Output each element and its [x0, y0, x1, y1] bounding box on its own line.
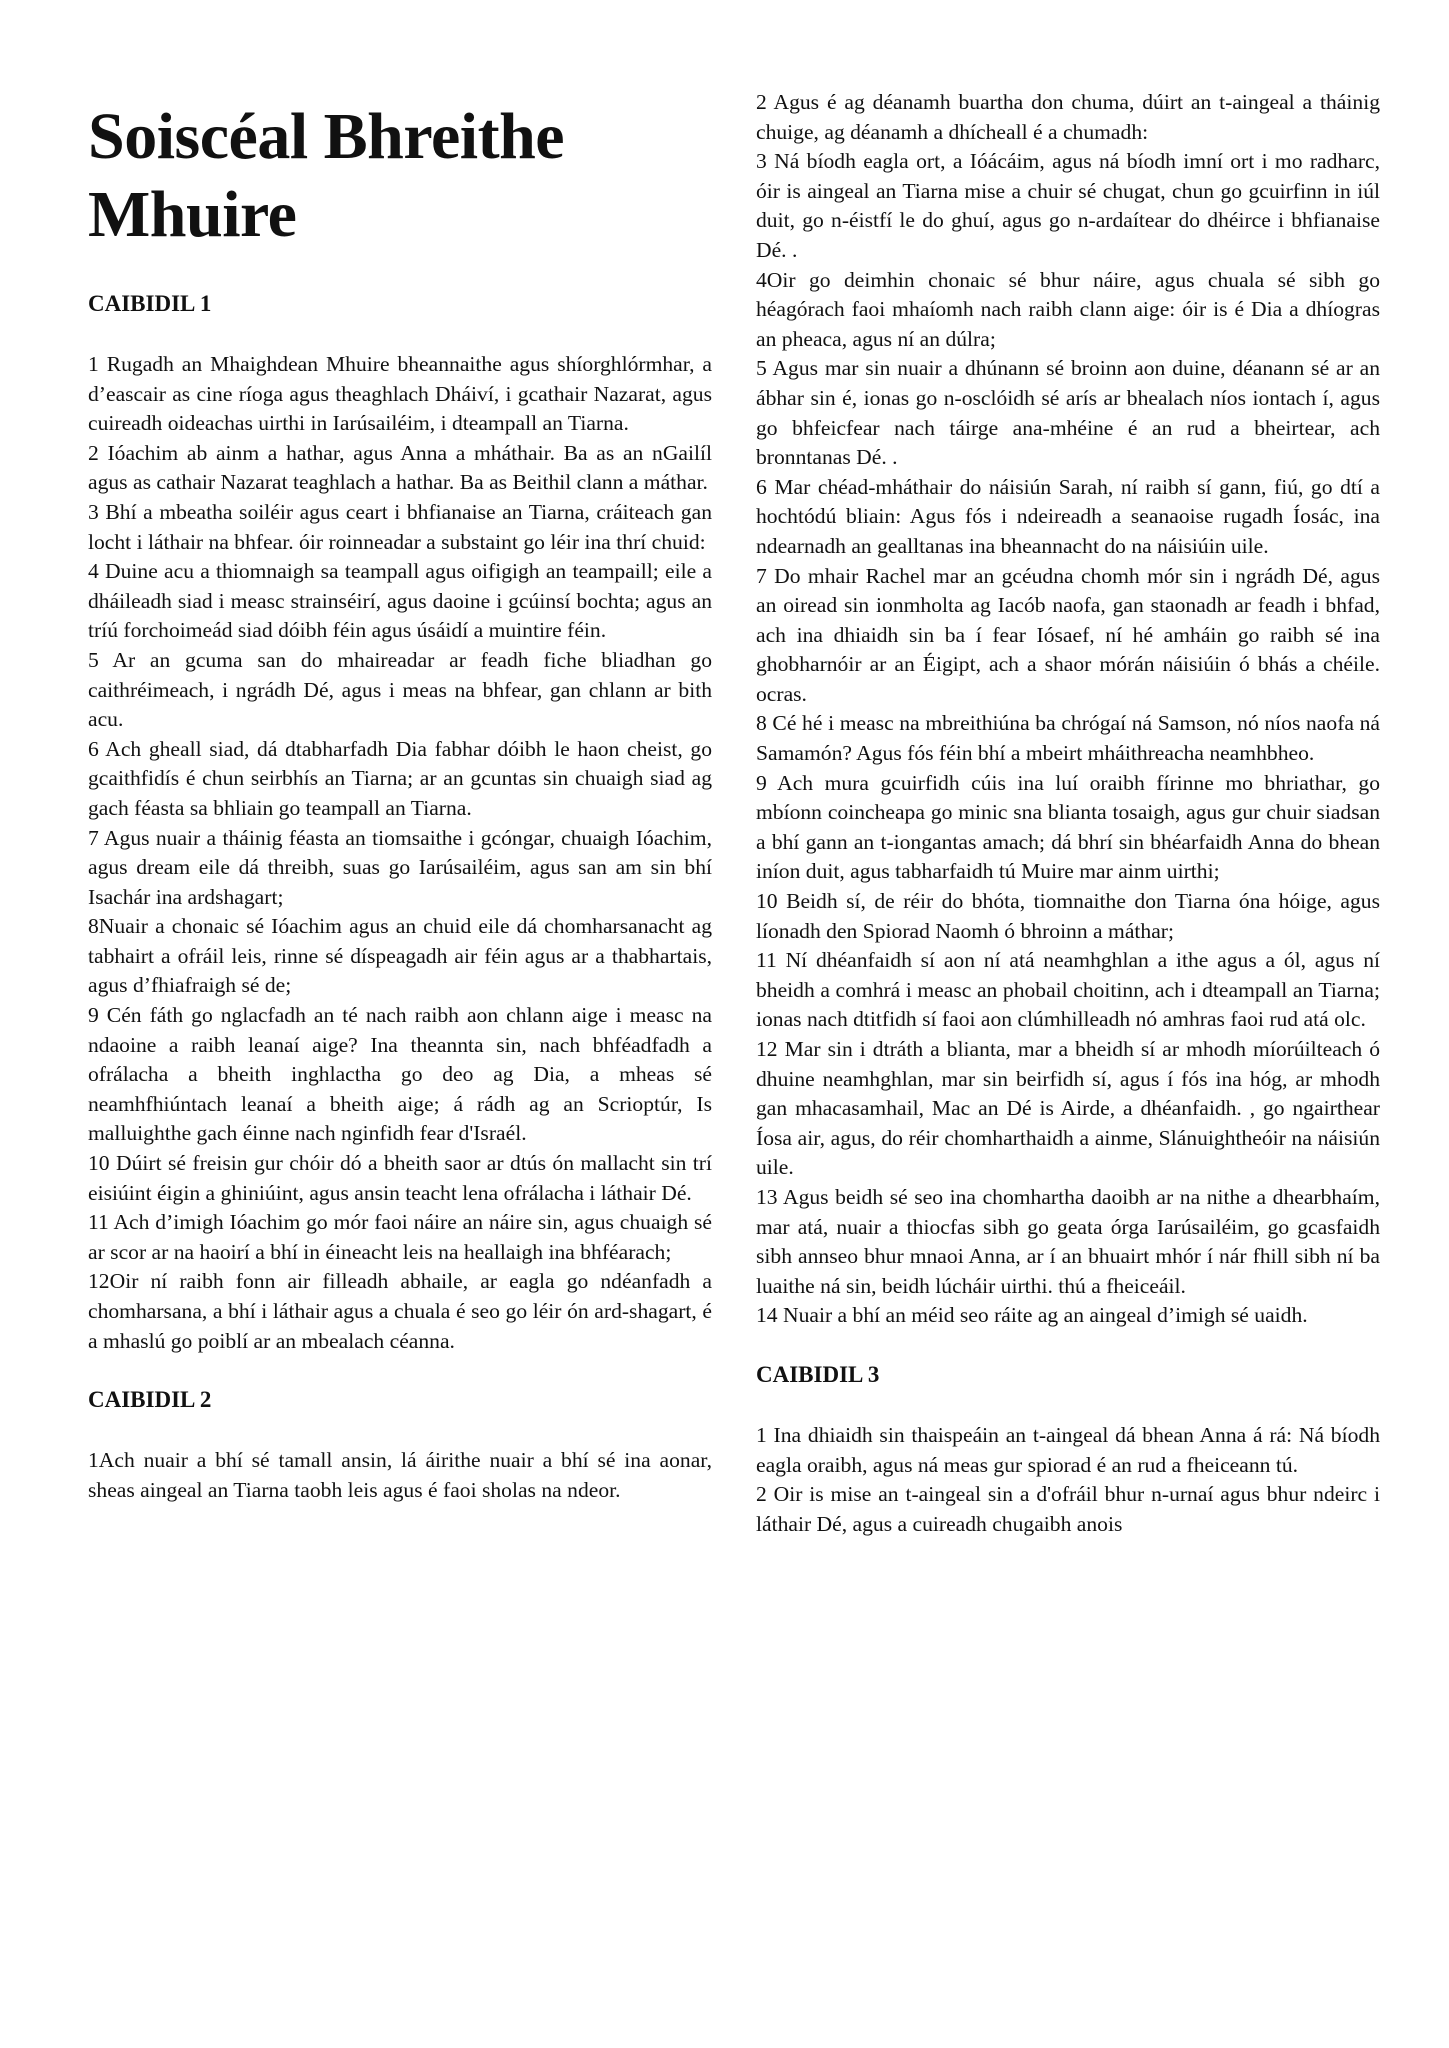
verse: 1 Ina dhiaidh sin thaispeáin an t-aingeal dá bhean Anna á rá: Ná bíodh eagla oraibh, agus ná meas gur spiorad é an rud a fheiceann tú.	[756, 1422, 1380, 1477]
chapter-heading: CAIBIDIL 1	[88, 291, 212, 316]
verse: 8Nuair a chonaic sé Ióachim agus an chuid eile dá chomharsanacht ag tabhairt a ofráil leis, rinne sé díspeagadh air féin agus ar a thabhartais, agus d’fhiafraigh sé de;	[88, 914, 712, 998]
verse: 3 Ná bíodh eagla ort, a Ióácáim, agus ná bíodh imní ort i mo radharc, óir is aingeal an Tiarna mise a chuir sé chugat, chun go gcuirfinn in iúl duit, go n-éistfí le do ghuí, agus go n-ardaítear do dhéirce i bhfianaise Dé. .	[756, 149, 1380, 262]
chapter-heading: CAIBIDIL 3	[756, 1361, 880, 1387]
verse: 9 Ach mura gcuirfidh cúis ina luí oraibh fírinne mo bhriathar, go mbíonn coincheapa go minic sna blianta tosaigh, agus gur chuir siadsan a bhí gann an t-iongantas amach; dá bhrí sin bhéarfaidh Anna do bhean iníon duit, agus tabharfaidh tú Muire mar ainm uirthi;	[756, 770, 1380, 884]
verse: 10 Beidh sí, de réir do bhóta, tiomnaithe don Tiarna óna hóige, agus líonadh den Spiorad Naomh ó bhroinn a máthar;	[756, 889, 1380, 943]
verse: 5 Agus mar sin nuair a dhúnann sé broinn aon duine, déanann sé ar an ábhar sin é, ionas go n-osclóidh sé arís ar bhealach níos iontach í, agus go bhfeicfear nach táirge ana-mhéine é an rud a bheirtear, ach bronntanas Dé. .	[756, 356, 1380, 470]
verse: 8 Cé hé i measc na mbreithiúna ba chrógaí ná Samson, nó níos naofa ná Samamón? Agus fós féin bhí a mbeirt mháithreacha neamhbheo.	[756, 711, 1380, 766]
verse: 7 Agus nuair a tháinig féasta an tiomsaithe i gcóngar, chuaigh Ióachim, agus dream eile dá threibh, suas go Iarúsailéim, agus san am sin bhí Isachár ina ardshagart;	[88, 825, 712, 909]
verse: 10 Dúirt sé freisin gur chóir dó a bheith saor ar dtús ón mallacht sin trí eisiúint éigin a ghiniúint, agus ansin teacht lena ofrálacha i láthair Dé.	[88, 1151, 712, 1205]
verse: 7 Do mhair Rachel mar an gcéudna chomh mór sin i ngrádh Dé, agus an oiread sin ionmholta ag Iacób naofa, gan staonadh ar feadh i bhfad, ach ina dhiaidh sin ba í fear Iósaef, ní hé amháin go raibh sé ina ghobharnóir ar an Éigipt, ach a shaor mórán náisiúin ó bhás a chéile. ocras.	[756, 563, 1380, 706]
verse: 5 Ar an gcuma san do mhaireadar ar feadh fiche bliadhan go caithréimeach, i ngrádh Dé, agus i meas na bhfear, gan chlann ar bith acu.	[88, 647, 712, 732]
chapter-2-verses-continued	[756, 88, 1380, 1331]
chapter-2	[88, 1384, 712, 1505]
verse: 12 Mar sin i dtráth a blianta, mar a bheidh sí ar mhodh míorúilteach ó dhuine neamhghlan, mar sin beirfidh sí, agus í fós ina hóg, ar mhodh gan mhacasamhail, Mac an Dé is Airde, a dhéanfaidh. , go ngairthear Íosa air, agus, do réir chomharthaidh a ainme, Slánuightheóir na náisiún uile.	[756, 1037, 1380, 1180]
verse: 3 Bhí a mbeatha soiléir agus ceart i bhfianaise an Tiarna, cráiteach gan locht i láthair na bhfear. óir roinneadar a substaint go léir ina thrí chuid:	[88, 499, 712, 554]
chapter-3-verses	[756, 1421, 1380, 1539]
verse: 4Oir go deimhin chonaic sé bhur náire, agus chuala sé sibh go héagórach faoi mhaíomh nach raibh clann aige: óir is é Dia a dhíogras an pheaca, agus ní an dúlra;	[756, 267, 1380, 351]
left-column	[88, 84, 712, 1533]
chapter-3	[756, 1359, 1380, 1539]
verse: 1Ach nuair a bhí sé tamall ansin, lá áirithe nuair a bhí sé ina aonar, sheas aingeal an Tiarna taobh leis agus é faoi sholas na ndeor.	[88, 1448, 712, 1502]
verse: 6 Mar chéad-mháthair do náisiún Sarah, ní raibh sí gann, fiú, go dtí a hochtódú bliain: Agus fós i ndeireadh a seanaoise rugadh Íosác, ina ndearnadh an gealltanas ina bheannacht do na náisiúin uile.	[756, 474, 1380, 558]
verse: 11 Ach d’imigh Ióachim go mór faoi náire an náire sin, agus chuaigh sé ar scor ar na haoirí a bhí in éineacht leis na heallaigh ina bhféarach;	[88, 1210, 712, 1264]
chapter-1	[88, 288, 712, 1356]
verse: 2 Ióachim ab ainm a hathar, agus Anna a mháthair. Ba as an nGailíl agus as cathair Nazarat teaghlach a hathar. Ba as Beithil clann a máthar.	[88, 440, 712, 495]
verse: 11 Ní dhéanfaidh sí aon ní atá neamhghlan a ithe agus a ól, agus ní bheidh a comhrá i measc an phobail choitinn, ach i dteampall an Tiarna; ionas nach dtitfidh sí faoi aon clúmhilleadh nó amhras faoi rud atá olc.	[756, 948, 1380, 1032]
chapter-2-verses	[88, 1446, 712, 1505]
verse: 2 Agus é ag déanamh buartha don chuma, dúirt an t-aingeal a tháinig chuige, ag déanamh a dhícheall é a chumadh:	[756, 90, 1380, 144]
verse: 9 Cén fáth go nglacfadh an té nach raibh aon chlann aige i measc na ndaoine a raibh leanaí aige? Ina theannta sin, nach bhféadfadh a ofrálacha a bheith inghlactha go deo ag Dia, a mheas sé neamhfhiúntach leanaí a bheith aige; á rádh ag an Scrioptúr, Is malluighthe gach éinne nach nginfidh fear d'Israél.	[88, 1003, 712, 1146]
verse: 12Oir ní raibh fonn air filleadh abhaile, ar eagla go ndéanfadh a chomharsana, a bhí i láthair agus a chuala é seo go léir ón ard-shagart, é a mhaslú go poiblí ar an mbealach céanna.	[88, 1269, 712, 1353]
right-column	[756, 88, 1380, 1567]
verse: 2 Oir is mise an t-aingeal sin a d'ofráil bhur n-urnaí agus bhur ndeirc i láthair Dé, agus a cuireadh chugaibh anois	[756, 1482, 1380, 1536]
verse: 6 Ach gheall siad, dá dtabharfadh Dia fabhar dóibh le haon cheist, go gcaithfidís é chun seirbhís an Tiarna; ar an gcuntas sin chuaigh siad ag gach féasta sa bhliain go teampall an Tiarna.	[88, 736, 712, 820]
chapter-2-continued	[756, 88, 1380, 1331]
chapter-1-verses	[88, 350, 712, 1356]
chapter-heading: CAIBIDIL 2	[88, 1387, 212, 1413]
document-title: Soiscéal Bhreithe Mhuire	[88, 100, 565, 251]
verse: 1 Rugadh an Mhaighdean Mhuire bheannaithe agus shíorghlórmhar, a d’eascair as cine ríoga agus theaghlach Dháiví, i gcathair Nazarat, agus cuireadh oideachas uirthi in Iarúsailéim, i dteampall an Tiarna.	[88, 352, 712, 436]
verse: 4 Duine acu a thiomnaigh sa teampall agus oifigigh an teampaill; eile a dháileadh siad i measc strainséirí, agus daoine i gcúinsí bochta; agus an tríú forchoimeád siad dóibh féin agus úsáidí a muintire féin.	[88, 559, 712, 643]
verse: 14 Nuair a bhí an méid seo ráite ag an aingeal d’imigh sé uaidh.	[756, 1303, 1308, 1328]
verse: 13 Agus beidh sé seo ina chomhartha daoibh ar na nithe a dhearbhaím, mar atá, nuair a thiocfas sibh go geata órga Iarúsailéim, go gcasfaidh sibh annseo bhur mnaoi Anna, ar í an bhuairt mhór í nár fhill sibh ní ba luaithe ná sin, beidh lúcháir uirthi. thú a fheiceáil.	[756, 1184, 1380, 1298]
